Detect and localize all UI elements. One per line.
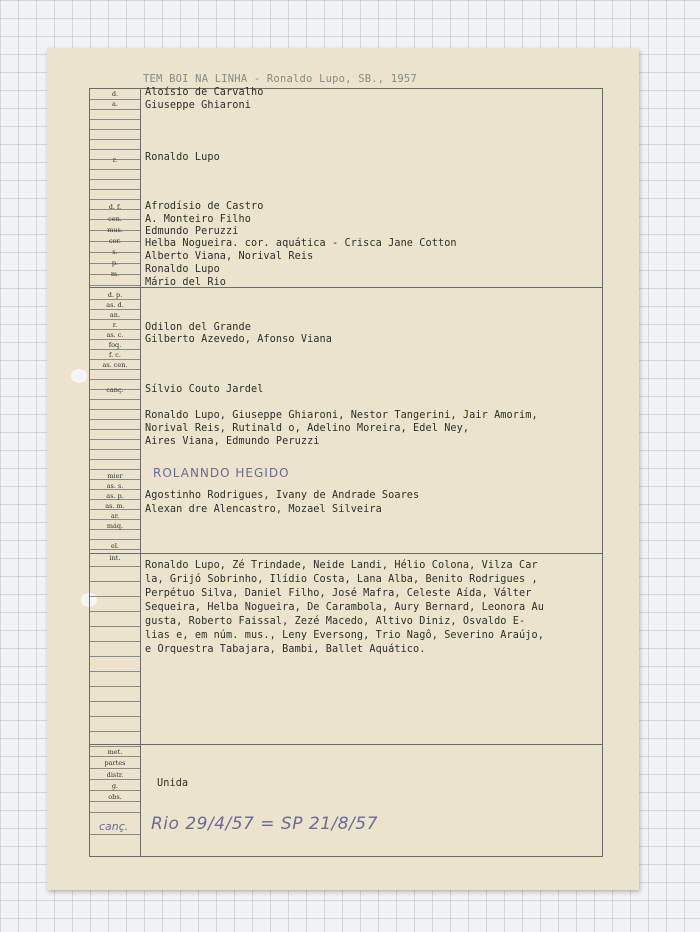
label-df: d. f. [108,203,122,211]
r-value: Gilberto Azevedo, Afonso Viana [145,334,333,345]
songs-value-line2: Norival Reis, Rutinald o, Adelino Moreira, Edel Ney, [145,423,470,434]
cast-line2: la, Grijó Sobrinho, Ilídio Costa, Lana Alba, Benito Rodrigues , [145,574,538,585]
label-obs: obs. [108,793,122,801]
label-asm: as. m. [105,502,125,510]
label-s: s. [112,248,118,256]
handwritten-name: ROLANNDO HEGIDO [153,466,290,480]
distributor-value: Unida [157,778,189,789]
label-r2: r. [112,321,118,329]
choreography-value: Helba Nogueira. cor. aquática - Crisca Jane Cotton [145,238,457,249]
label-int: int. [109,554,121,562]
label-m: m. [110,270,120,278]
card-title: TEM BOI NA LINHA - Ronaldo Lupo, SB., 1957 [143,73,417,85]
cast-line4: Sequeira, Helba Nogueira, De Carambola, Aury Bernard, Leonora Au [145,602,544,613]
scenography-value: A. Monteiro Filho [145,214,251,225]
assistant-scenography-value: Sílvio Couto Jardel [145,384,264,395]
cast-line5: gusta, Roberto Faissal, Zezé Macedo, Altivo Diniz, Osvaldo E- [145,616,526,627]
screenplay-value: Ronaldo Lupo [145,152,220,163]
label-ascen: as. cen. [102,361,128,369]
label-fc: f. c. [108,351,121,359]
label-g: g. [111,782,119,790]
label-asd: as. d. [106,301,124,309]
producer-value: Ronaldo Lupo [145,264,220,275]
music-value: Edmundo Peruzzi [145,226,239,237]
handwritten-canc-label: canç. [99,820,129,833]
label-ar: ar. [110,512,120,520]
label-a: a. [112,100,118,108]
label-r: r. [112,156,118,164]
label-maq: máq. [106,522,124,530]
sound-value: Alberto Viana, Norival Reis [145,251,314,262]
author-value: Giuseppe Ghiaroni [145,100,251,111]
column-divider [140,89,141,856]
section-divider [90,553,602,554]
punch-hole [71,369,87,383]
label-asp: as. p. [106,492,124,500]
label-cor: cor. [108,237,121,245]
index-card [47,48,639,890]
cast-line1: Ronaldo Lupo, Zé Trindade, Neide Landi, Hélio Colona, Vilza Car [145,560,538,571]
songs-value-line1: Ronaldo Lupo, Giuseppe Ghiaroni, Nestor Tangerini, Jair Amorim, [145,410,538,421]
label-d: d. [111,90,119,98]
songs-value-line3: Aires Viana, Edmundo Peruzzi [145,436,320,447]
label-met: met. [107,748,123,756]
animation-value: Odilon del Grande [145,322,251,333]
label-distr: distr. [106,771,124,779]
label-el: el. [111,542,119,550]
cast-line3: Perpétuo Silva, Daniel Filho, José Mafra, Celeste Aída, Válter [145,588,532,599]
assistant-sound-value: Alexan dre Alencastro, Mozael Silveira [145,504,382,515]
editing-value: Mário del Rio [145,277,227,288]
label-mus: mus. [107,226,123,234]
label-an: an. [109,311,121,319]
handwritten-dates: Rio 29/4/57 = SP 21/8/57 [151,814,378,834]
label-dp: d. p. [107,291,123,299]
mier-value: Agostinho Rodrigues, Ivany de Andrade Soares [145,490,420,501]
director-value: Aloísio de Carvalho [145,87,264,98]
label-asc: as. c. [106,331,124,339]
section-divider [90,744,602,745]
cast-line6: lias e, em núm. mus., Leny Eversong, Trio Nagô, Severino Araújo, [145,630,544,641]
label-ass: as. s. [106,482,124,490]
label-partes: partes [104,759,126,767]
label-canc: canç. [106,386,124,394]
label-p: p. [111,259,119,267]
photography-value: Afrodísio de Castro [145,201,264,212]
cast-line7: e Orquestra Tabajara, Bambi, Ballet Aquático. [145,644,426,655]
label-cen: cen. [108,215,122,223]
label-mier: mier [107,472,123,480]
label-foq: foq. [108,341,122,349]
